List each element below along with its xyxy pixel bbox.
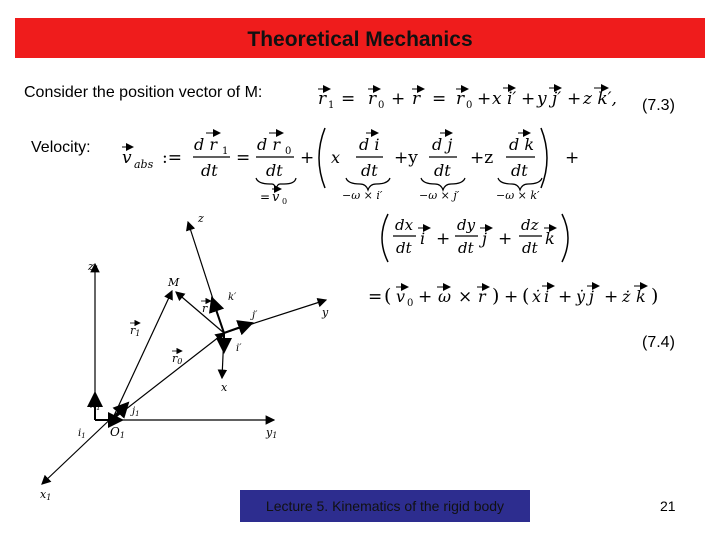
svg-text:=: = bbox=[236, 148, 251, 168]
velocity-equation-line2 bbox=[382, 214, 568, 262]
svg-text:x: x bbox=[221, 381, 228, 394]
svg-text:x i′: x i′ bbox=[492, 89, 517, 109]
svg-text:+: + bbox=[477, 89, 492, 109]
x1-axis bbox=[42, 410, 120, 484]
svg-text:dt: dt bbox=[458, 239, 474, 257]
svg-text:d r: d r bbox=[257, 135, 280, 154]
svg-text:+z: +z bbox=[470, 148, 494, 168]
svg-text:j1: $j_1$ bbox=[132, 406, 140, 418]
intro-label: Consider the position vector of M: bbox=[24, 84, 263, 101]
svg-text:r: r bbox=[412, 89, 421, 109]
svg-text:−ω × j′: −ω × j′ bbox=[419, 189, 460, 202]
svg-text:−ω × k′: −ω × k′ bbox=[496, 189, 540, 202]
svg-text:d j: d j bbox=[432, 135, 453, 154]
svg-text:dt: dt bbox=[201, 161, 218, 180]
svg-text:v: v bbox=[122, 148, 132, 168]
svg-text:i: i bbox=[420, 229, 426, 248]
svg-text:dt: dt bbox=[266, 161, 283, 180]
svg-text:1: 1 bbox=[328, 100, 335, 111]
svg-text:(: ( bbox=[384, 285, 392, 307]
svg-text:z k′,: z k′, bbox=[583, 89, 617, 109]
svg-text:r: r bbox=[478, 287, 486, 306]
svg-text:+: + bbox=[558, 287, 573, 307]
svg-text:=: = bbox=[341, 89, 356, 109]
svg-text:+: + bbox=[604, 287, 619, 307]
slide-title: Theoretical Mechanics bbox=[247, 28, 473, 51]
svg-text:y1: y1 bbox=[266, 426, 278, 440]
svg-text:z: z bbox=[198, 212, 204, 225]
svg-text:d i: d i bbox=[359, 135, 380, 154]
svg-text:k: k bbox=[636, 287, 646, 306]
svg-text:x1: x1 bbox=[40, 488, 52, 502]
svg-text:dt: dt bbox=[522, 239, 538, 257]
svg-text:r0: r0 bbox=[172, 352, 183, 366]
svg-text:+: + bbox=[504, 287, 519, 307]
svg-text:v: v bbox=[272, 190, 280, 205]
svg-text::=: := bbox=[162, 148, 182, 168]
svg-text:d k: d k bbox=[509, 135, 535, 154]
svg-text:=: = bbox=[368, 287, 383, 307]
svg-text:×: × bbox=[458, 287, 473, 307]
svg-text:r: r bbox=[368, 89, 377, 109]
svg-text:0: 0 bbox=[407, 298, 414, 309]
svg-text:+: + bbox=[418, 287, 433, 307]
svg-text:0: 0 bbox=[285, 146, 292, 157]
svg-text:z1: z1 bbox=[88, 260, 99, 274]
svg-text:d r: d r bbox=[194, 135, 217, 154]
svg-text:+: + bbox=[565, 148, 580, 168]
svg-text:i: i bbox=[544, 287, 550, 306]
velocity-equation-line1 bbox=[122, 128, 579, 206]
svg-text:O1: O1 bbox=[110, 425, 125, 440]
footer-box bbox=[240, 490, 530, 522]
svg-text:dx: dx bbox=[395, 216, 414, 234]
footer-text: Lecture 5. Kinematics of the rigid body bbox=[265, 498, 505, 514]
svg-text:+y: +y bbox=[394, 148, 418, 168]
svg-text:dz: dz bbox=[521, 216, 539, 234]
svg-text:k1: $k_1$ bbox=[90, 400, 101, 412]
svg-text:j: j bbox=[589, 287, 594, 306]
svg-text:j′: j′ bbox=[252, 310, 258, 321]
svg-text:+: + bbox=[391, 89, 406, 109]
svg-text:ż: ż bbox=[622, 287, 631, 306]
svg-text:abs: abs bbox=[134, 158, 154, 171]
svg-text:+: + bbox=[300, 148, 315, 168]
svg-text:0: 0 bbox=[282, 197, 288, 206]
svg-text:): ) bbox=[492, 285, 500, 307]
svg-text:y: y bbox=[322, 306, 329, 319]
svg-text:dt: dt bbox=[396, 239, 412, 257]
equation-number-7-3: (7.3) bbox=[642, 97, 675, 114]
svg-text:ω: ω bbox=[438, 287, 452, 306]
svg-text:(: ( bbox=[522, 285, 530, 307]
svg-text:dt: dt bbox=[434, 161, 451, 180]
page-number: 21 bbox=[660, 498, 676, 514]
svg-text:r1: r1 bbox=[130, 324, 141, 338]
svg-text:i′: i′ bbox=[236, 343, 242, 354]
kinematics-diagram bbox=[40, 212, 329, 502]
svg-text:dt: dt bbox=[361, 161, 378, 180]
svg-text:+: + bbox=[436, 229, 451, 249]
svg-text:+: + bbox=[567, 89, 582, 109]
svg-text:i1: $i_1$ bbox=[78, 428, 86, 440]
position-equation bbox=[318, 88, 617, 111]
svg-text:v: v bbox=[396, 287, 406, 306]
svg-text:r: r bbox=[318, 89, 327, 109]
svg-text:−ω × i′: −ω × i′ bbox=[342, 189, 383, 202]
svg-text:=: = bbox=[260, 190, 271, 204]
svg-text:+: + bbox=[498, 229, 513, 249]
svg-text:r: r bbox=[456, 89, 465, 109]
equation-number-7-4: (7.4) bbox=[642, 334, 675, 351]
svg-text:ẋ: ẋ bbox=[532, 287, 542, 306]
svg-text:r: r bbox=[202, 302, 208, 315]
svg-text:dy: dy bbox=[457, 216, 476, 234]
svg-text:0: 0 bbox=[378, 100, 385, 111]
velocity-equation-line3 bbox=[368, 285, 658, 309]
svg-text:=: = bbox=[432, 89, 447, 109]
svg-text:1: 1 bbox=[222, 146, 229, 157]
svg-text:M: M bbox=[168, 276, 180, 289]
svg-text:x: x bbox=[331, 148, 341, 167]
svg-text:j: j bbox=[482, 229, 487, 248]
svg-text:ẏ: ẏ bbox=[576, 287, 586, 306]
svg-text:): ) bbox=[651, 285, 659, 307]
svg-text:dt: dt bbox=[511, 161, 528, 180]
svg-text:0: 0 bbox=[466, 100, 473, 111]
velocity-label: Velocity: bbox=[31, 139, 91, 156]
svg-text:+: + bbox=[521, 89, 536, 109]
svg-text:k′: k′ bbox=[228, 292, 237, 303]
svg-text:k: k bbox=[545, 229, 555, 248]
svg-text:y j′: y j′ bbox=[537, 89, 562, 109]
